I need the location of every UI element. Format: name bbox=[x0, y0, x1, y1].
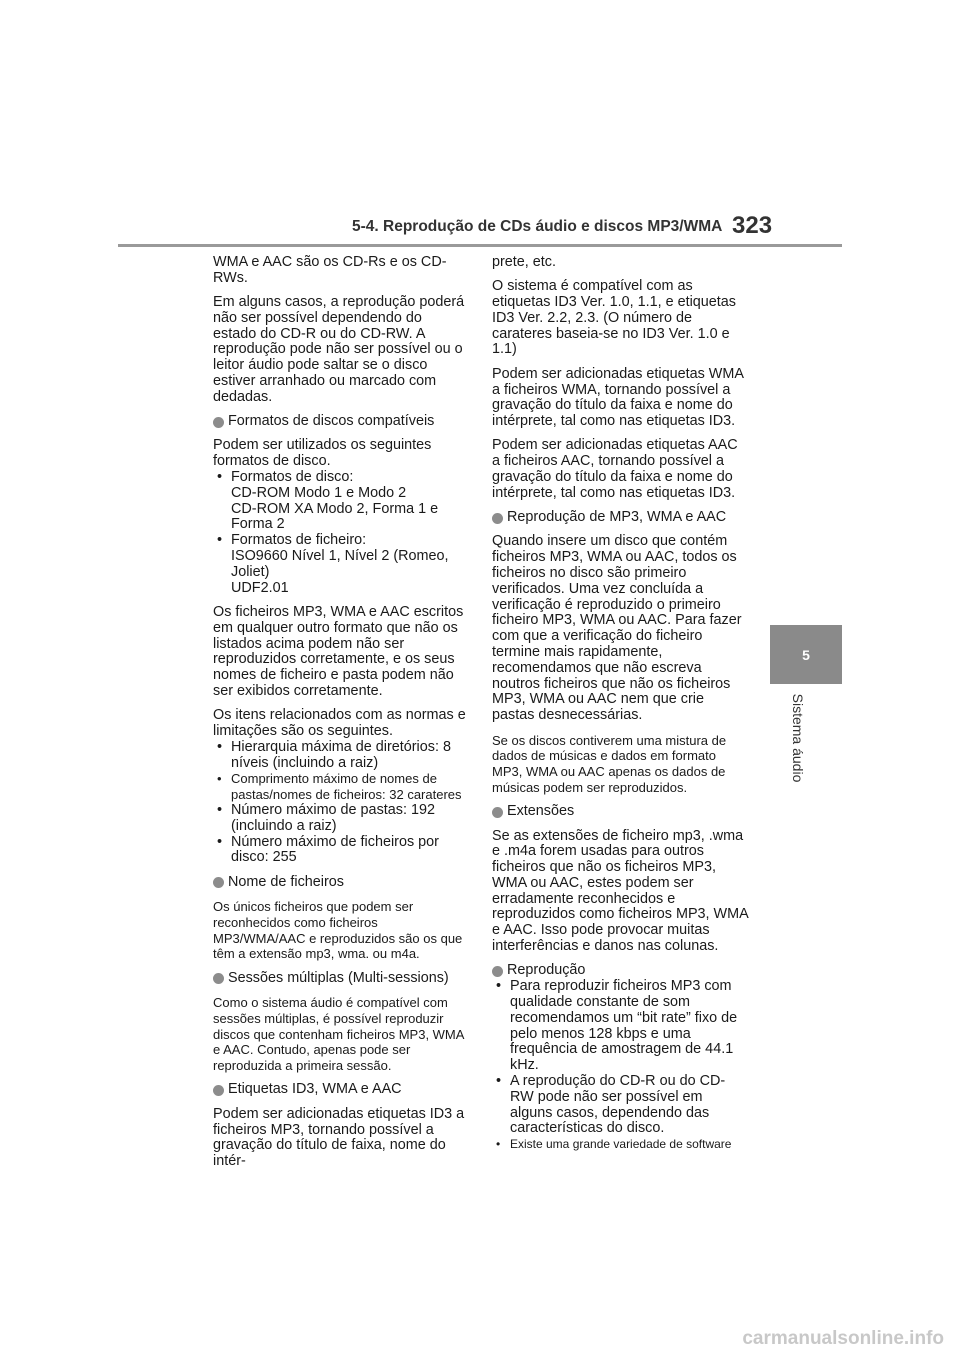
subheading-text: Reprodução bbox=[507, 962, 586, 979]
paragraph: Podem ser adicionadas etiquetas AAC a ficheiros AAC, tornando possível a gravação do título da faixa e nome do intérprete, tal como nas etiquetas ID3. bbox=[492, 437, 738, 501]
chapter-side-label: Sistema áudio bbox=[790, 693, 806, 783]
bullet-list bbox=[213, 470, 469, 596]
paragraph: Podem ser adicionadas etiquetas WMA a ficheiros WMA, tornando possível a gravação do título da faixa e nome do intérprete, tal como nas etiquetas ID3. bbox=[492, 365, 744, 430]
list-item: • Existe uma grande variedade de software bbox=[492, 1137, 748, 1153]
subheading-text: Sessões múltiplas (Multi-sessions) bbox=[228, 969, 449, 986]
list-item: • Comprimento máximo de nomes de pastas/nomes de ficheiros: 32 carateres bbox=[213, 771, 469, 803]
watermark-text: carmanualsonline.info bbox=[742, 1328, 944, 1349]
paragraph: Se as extensões de ficheiro mp3, .wma e .m4a forem usadas para outros ficheiros que não os ficheiros MP3, WMA ou AAC, estes podem ser erradamente reconhecidos e reproduzidos como ficheiros MP3, WMA e AAC. Isso pode provocar muitas interferências e danos nas colunas. bbox=[492, 827, 748, 955]
list-item: • Número máximo de ficheiros por disco: 255 bbox=[213, 835, 469, 867]
subheading bbox=[213, 1082, 469, 1098]
circle-bullet-icon bbox=[492, 966, 503, 977]
paragraph: Se os discos contiverem uma mistura de dados de músicas e dados em formato MP3, WMA ou AAC apenas os dados de músicas podem ser reproduzidos. bbox=[492, 732, 727, 795]
section-title: 5-4. Reprodução de CDs áudio e discos MP3/WMA bbox=[352, 218, 723, 235]
paragraph: prete, etc. bbox=[492, 254, 556, 270]
list-item: • Para reproduzir ficheiros MP3 com qualidade constante de som recomendamos um “bit rate” fixo de pelo menos 128 kbps e uma frequência de amostragem de 44.1 kHz. bbox=[492, 979, 748, 1074]
circle-bullet-icon bbox=[213, 417, 224, 428]
bullet-list bbox=[492, 979, 748, 1153]
list-item: • Hierarquia máxima de diretórios: 8 níveis (incluindo a raiz) bbox=[213, 740, 469, 772]
list-item: • Formatos de ficheiro: ISO9660 Nível 1, Nível 2 (Romeo, Joliet) UDF2.01 bbox=[213, 533, 469, 596]
list-item: • Número máximo de pastas: 192 (incluindo a raiz) bbox=[213, 803, 469, 835]
subheading bbox=[492, 510, 748, 526]
subheading-text: Reprodução de MP3, WMA e AAC bbox=[507, 509, 727, 526]
paragraph: Os únicos ficheiros que podem ser reconhecidos como ficheiros MP3/WMA/AAC e reproduzidos são os que têm a extensão mp3, wma. ou m4a. bbox=[213, 898, 463, 962]
list-item: • A reprodução do CD-R ou do CD-RW pode não ser possível em alguns casos, dependendo das características do disco. bbox=[492, 1074, 748, 1137]
paragraph: Podem ser utilizados os seguintes formatos de disco. bbox=[213, 437, 432, 470]
paragraph: Em alguns casos, a reprodução poderá não ser possível dependendo do estado do CD-R ou do CD-RW. A reprodução pode não ser possível ou o leitor áudio pode saltar se o disco estiver arranhado ou marcado com dedadas. bbox=[213, 294, 465, 405]
subheading-text: Nome de ficheiros bbox=[228, 873, 344, 890]
subheading bbox=[492, 963, 748, 979]
paragraph: Os ficheiros MP3, WMA e AAC escritos em qualquer outro formato que não os listados acima podem não ser reproduzidos corretamente, e os seus nomes de ficheiro e pasta podem não ser exibidos corretamente. bbox=[213, 603, 464, 699]
list-item: • Formatos de disco: CD-ROM Modo 1 e Modo 2 CD-ROM XA Modo 2, Forma 1 e Forma 2 bbox=[213, 470, 469, 533]
paragraph: Como o sistema áudio é compatível com sessões múltiplas, é possível reproduzir discos que contenham ficheiros MP3, WMA e AAC. Contudo, apenas pode ser reproduzida a primeira sessão. bbox=[213, 994, 464, 1074]
circle-bullet-icon bbox=[213, 877, 224, 888]
subheading-text: Formatos de discos compatíveis bbox=[228, 413, 435, 430]
subheading bbox=[213, 971, 469, 987]
paragraph: Quando insere um disco que contém ficheiros MP3, WMA ou AAC, todos os ficheiros no disco são primeiro verificados. Uma vez concluída a verificação é reproduzido o primeiro ficheiro MP3, WMA ou AAC. Para fazer com que a verificação do ficheiro termine mais rapidamente, recomendamos que não escreva noutros ficheiros que não os ficheiros MP3, WMA ou AAC nem que crie pastas desnecessárias. bbox=[492, 533, 742, 724]
left-column bbox=[213, 255, 469, 1178]
circle-bullet-icon bbox=[492, 807, 503, 818]
page-number: 323 bbox=[732, 212, 773, 239]
subheading bbox=[213, 414, 469, 430]
paragraph: WMA e AAC são os CD-Rs e os CD-RWs. bbox=[213, 254, 447, 286]
subheading bbox=[213, 875, 469, 891]
chapter-number: 5 bbox=[802, 646, 810, 663]
circle-bullet-icon bbox=[213, 973, 224, 984]
chapter-tab bbox=[770, 625, 842, 684]
paragraph: O sistema é compatível com as etiquetas ID3 Ver. 1.0, 1.1, e etiquetas ID3 Ver. 2.2, 2.3. (O número de carateres baseia-se no ID3 Ver. 1.0 e 1.1) bbox=[492, 278, 737, 358]
subheading-text: Extensões bbox=[507, 803, 575, 820]
right-column bbox=[492, 255, 748, 1161]
subheading-text: Etiquetas ID3, WMA e AAC bbox=[228, 1081, 402, 1098]
paragraph: Podem ser adicionadas etiquetas ID3 a ficheiros MP3, tornando possível a gravação do título de faixa, nome do intér- bbox=[213, 1105, 465, 1170]
bullet-list bbox=[213, 740, 469, 866]
circle-bullet-icon bbox=[213, 1085, 224, 1096]
header-divider bbox=[118, 244, 842, 247]
circle-bullet-icon bbox=[492, 513, 503, 524]
subheading bbox=[492, 804, 748, 820]
paragraph: Os itens relacionados com as normas e limitações são os seguintes. bbox=[213, 707, 466, 740]
